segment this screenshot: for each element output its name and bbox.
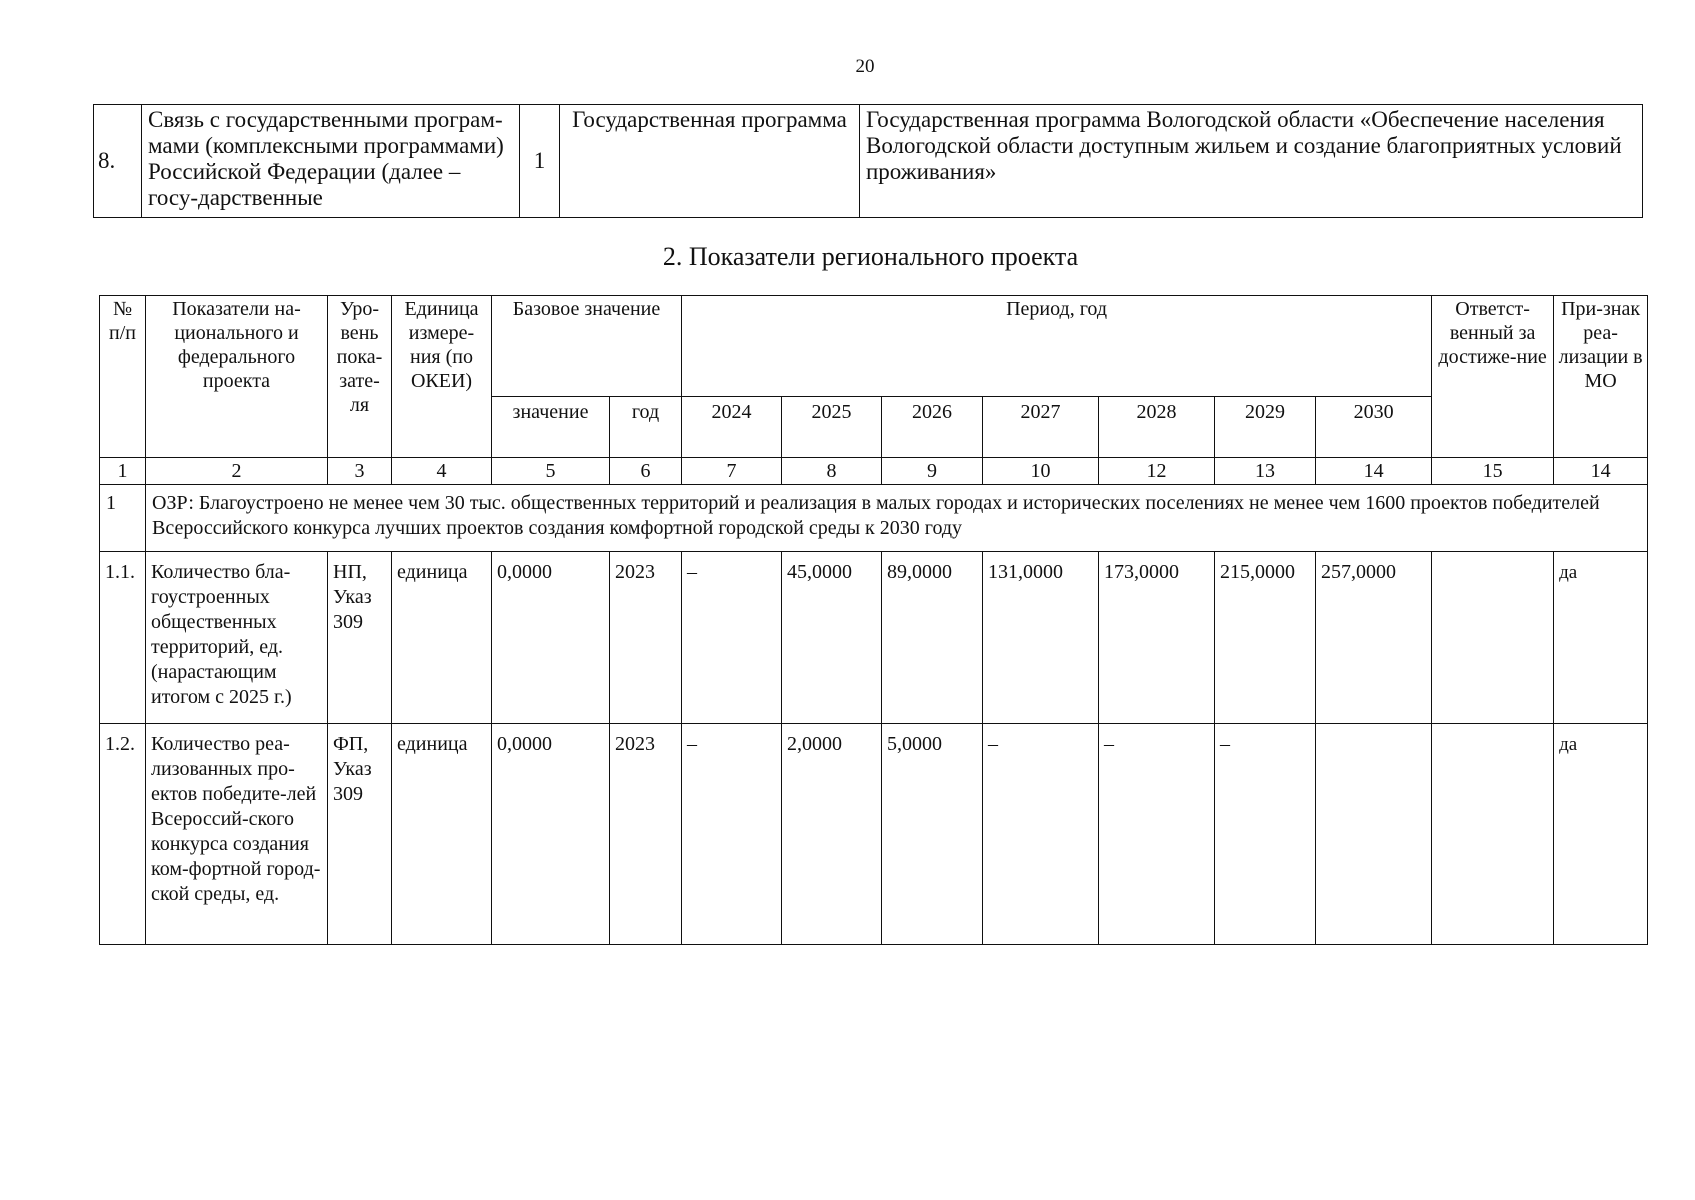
row-value-2025: 45,0000 [782,552,882,724]
row-base-value: 0,0000 [492,724,610,945]
column-number: 10 [983,458,1099,485]
row-number: 8. [94,105,142,218]
column-number: 14 [1554,458,1648,485]
column-number: 8 [782,458,882,485]
header-year: 2026 [882,397,983,458]
row-num: 1.2. [100,724,146,945]
page-number: 20 [855,56,875,77]
section-title: 2. Показатели регионального проекта [662,242,1079,271]
row-responsible [1432,552,1554,724]
row-level: ФП, Указ 309 [328,724,392,945]
group-row [100,485,1648,552]
table-row [100,724,1648,945]
row-base-value: 0,0000 [492,552,610,724]
row-value-2024: – [682,724,782,945]
column-number: 1 [100,458,146,485]
column-number: 6 [610,458,682,485]
header-year: 2027 [983,397,1099,458]
header-row [100,296,1648,397]
row-value-2030: 257,0000 [1316,552,1432,724]
row-base-year: 2023 [610,724,682,945]
header-num: № п/п [100,296,146,458]
program-link-table [93,104,1643,218]
column-number: 7 [682,458,782,485]
header-year: 2028 [1099,397,1215,458]
header-base: Базовое значение [492,296,682,397]
column-number: 5 [492,458,610,485]
row-value-2026: 5,0000 [882,724,983,945]
header-flag: При-знак реа-лизации в МО [1554,296,1648,458]
row-value-2029: 215,0000 [1215,552,1316,724]
row-flag: да [1554,724,1648,945]
header-year: 2025 [782,397,882,458]
row-value-2027: – [983,724,1099,945]
row-label: Связь с государственными програм-мами (комплексными программами) Российской Федерации (далее – госу-дарственные [142,105,520,218]
header-unit: Единица измере-ния (по ОКЕИ) [392,296,492,458]
program-link-row [94,105,1643,218]
row-level: НП, Указ 309 [328,552,392,724]
column-number: 2 [146,458,328,485]
column-number: 12 [1099,458,1215,485]
row-base-year: 2023 [610,552,682,724]
group-number: 1 [100,485,146,552]
row-name: Количество бла-гоустроенных общественных территорий, ед. (нарастающим итогом с 2025 г.) [146,552,328,724]
column-number: 13 [1215,458,1316,485]
row-value-2028: 173,0000 [1099,552,1215,724]
row-num: 1.1. [100,552,146,724]
column-number: 3 [328,458,392,485]
row-name: Количество реа-лизованных про-ектов победите-лей Всероссий-ского конкурса создания ком-фортной город-ской среды, ед. [146,724,328,945]
row-responsible [1432,724,1554,945]
row-value-2028: – [1099,724,1215,945]
column-number: 4 [392,458,492,485]
row-value-2029: – [1215,724,1316,945]
row-value-2026: 89,0000 [882,552,983,724]
row-code: 1 [520,105,560,218]
row-value-2024: – [682,552,782,724]
header-period: Период, год [682,296,1432,397]
column-number: 9 [882,458,983,485]
indicators-table [99,295,1648,945]
column-number: 14 [1316,458,1432,485]
program-name: Государственная программа Вологодской области «Обеспечение населения Вологодской области доступным жильем и создание благоприятных условий проживания» [860,105,1643,218]
row-unit: единица [392,724,492,945]
row-flag: да [1554,552,1648,724]
table-row [100,552,1648,724]
row-value-2030 [1316,724,1432,945]
header-base-value: значение [492,397,610,458]
header-base-year: год [610,397,682,458]
header-name: Показатели на-ционального и федерального проекта [146,296,328,458]
header-responsible: Ответст-венный за достиже-ние [1432,296,1554,458]
row-unit: единица [392,552,492,724]
column-number: 15 [1432,458,1554,485]
header-year: 2030 [1316,397,1432,458]
header-year: 2024 [682,397,782,458]
header-year: 2029 [1215,397,1316,458]
column-numbers-row [100,458,1648,485]
row-type: Государственная программа [560,105,860,218]
row-value-2025: 2,0000 [782,724,882,945]
row-value-2027: 131,0000 [983,552,1099,724]
group-text: ОЗР: Благоустроено не менее чем 30 тыс. общественных территорий и реализация в малых городах и исторических поселениях не менее чем 1600 проектов победителей Всероссийского конкурса лучших проектов создания комфортной городской среды к 2030 году [146,485,1648,552]
header-level: Уро-вень пока-зате-ля [328,296,392,458]
